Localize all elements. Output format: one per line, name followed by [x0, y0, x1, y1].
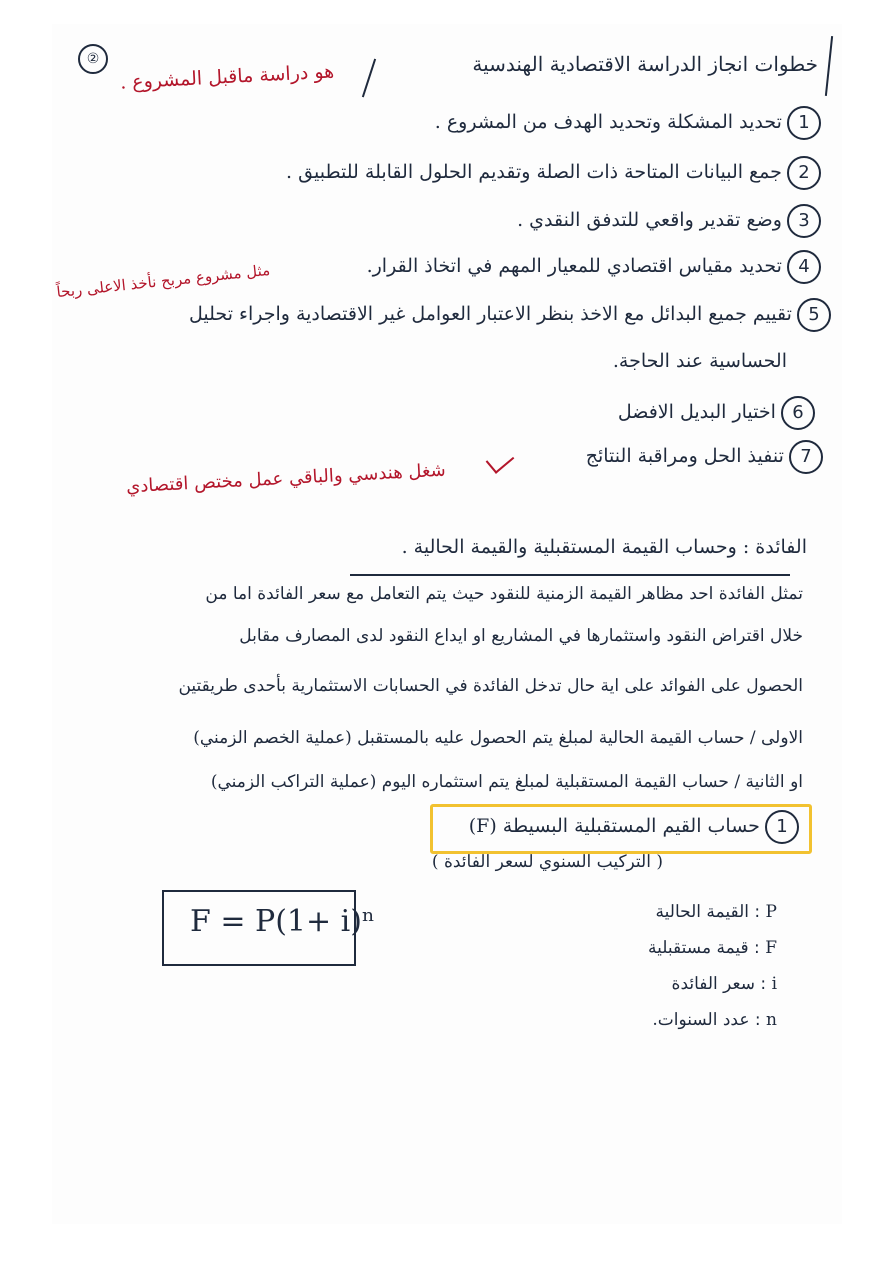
- section-heading: الفائدة : وحساب القيمة المستقبلية والقيمة الحالية .: [401, 536, 807, 558]
- page-title: خطوات انجاز الدراسة الاقتصادية الهندسية: [472, 52, 818, 76]
- step-text: تحديد المشكلة وتحديد الهدف من المشروع .: [434, 111, 782, 133]
- step-5-continuation: الحساسية عند الحاجة.: [612, 350, 787, 372]
- step-number: 6: [781, 396, 815, 430]
- step-number: 7: [789, 440, 823, 474]
- step-number: 4: [787, 250, 821, 284]
- step-3: [517, 204, 821, 238]
- step-text: وضع تقدير واقعي للتدفق النقدي .: [517, 209, 782, 231]
- legend-desc: عدد السنوات.: [652, 1010, 750, 1030]
- legend-symbol: F: [765, 938, 777, 958]
- step-4-annotation: مثل مشروع مربح نأخذ الاعلى ربحاً: [55, 260, 271, 302]
- title-note: هو دراسة ماقبل المشروع .: [119, 60, 335, 94]
- step-1: [435, 106, 821, 140]
- legend-row: P : القيمة الحالية: [655, 902, 777, 922]
- step-number: 2: [787, 156, 821, 190]
- legend-symbol: P: [765, 902, 777, 922]
- sub-note: ( التركيب السنوي لسعر الفائدة ): [431, 852, 663, 872]
- step-number: 5: [797, 298, 831, 332]
- boxed-item: [469, 810, 799, 844]
- heading-underline: [350, 574, 790, 576]
- page-number: ②: [78, 44, 108, 74]
- step-6: [618, 396, 815, 430]
- step-text: تحديد مقياس اقتصادي للمعيار المهم في اتخاذ القرار.: [366, 255, 782, 277]
- step-text: جمع البيانات المتاحة ذات الصلة وتقديم الحلول القابلة للتطبيق .: [286, 161, 782, 183]
- step-2: [286, 156, 821, 190]
- legend-symbol: i: [771, 974, 777, 994]
- legend-row: i : سعر الفائدة: [671, 974, 777, 994]
- paragraph-line-2: خلال اقتراض النقود واستثمارها في المشاريع او ايداع النقود لدى المصارف مقابل: [239, 626, 803, 646]
- step-7-annotation: شغل هندسي والباقي عمل مختص اقتصادي: [125, 459, 447, 498]
- step-7: [586, 440, 823, 474]
- legend-row: F : قيمة مستقبلية: [648, 938, 777, 958]
- legend-row: n : عدد السنوات.: [652, 1010, 777, 1030]
- paragraph-line-3: الحصول على الفوائد على اية حال تدخل الفائدة في الحسابات الاستثمارية بأحدى طريقتين: [178, 676, 803, 696]
- step-number: 3: [787, 204, 821, 238]
- paragraph-line-5: او الثانية / حساب القيمة المستقبلية لمبلغ يتم استثماره اليوم (عملية التراكب الزمني): [210, 772, 803, 792]
- item-text: حساب القيم المستقبلية البسيطة (F): [468, 815, 760, 837]
- step-number: 1: [787, 106, 821, 140]
- legend-desc: القيمة الحالية: [655, 902, 749, 922]
- legend-desc: سعر الفائدة: [671, 974, 756, 994]
- legend-symbol: n: [766, 1010, 777, 1030]
- formula: F = P(1+ i)ⁿ: [190, 904, 375, 939]
- step-text: تقييم جميع البدائل مع الاخذ بنظر الاعتبار العوامل غير الاقتصادية واجراء تحليل: [189, 303, 792, 325]
- paragraph-line-4: الاولى / حساب القيمة الحالية لمبلغ يتم الحصول عليه بالمستقبل (عملية الخصم الزمني): [193, 728, 803, 748]
- paragraph-line-1: تمثل الفائدة احد مظاهر القيمة الزمنية للنقود حيث يتم التعامل مع سعر الفائدة اما من: [205, 584, 803, 604]
- item-number: 1: [765, 810, 799, 844]
- legend-desc: قيمة مستقبلية: [648, 938, 749, 958]
- step-text: اختيار البديل الافضل: [617, 401, 776, 423]
- step-5: [189, 298, 831, 332]
- step-4: [367, 250, 821, 284]
- step-text: تنفيذ الحل ومراقبة النتائج: [585, 445, 784, 467]
